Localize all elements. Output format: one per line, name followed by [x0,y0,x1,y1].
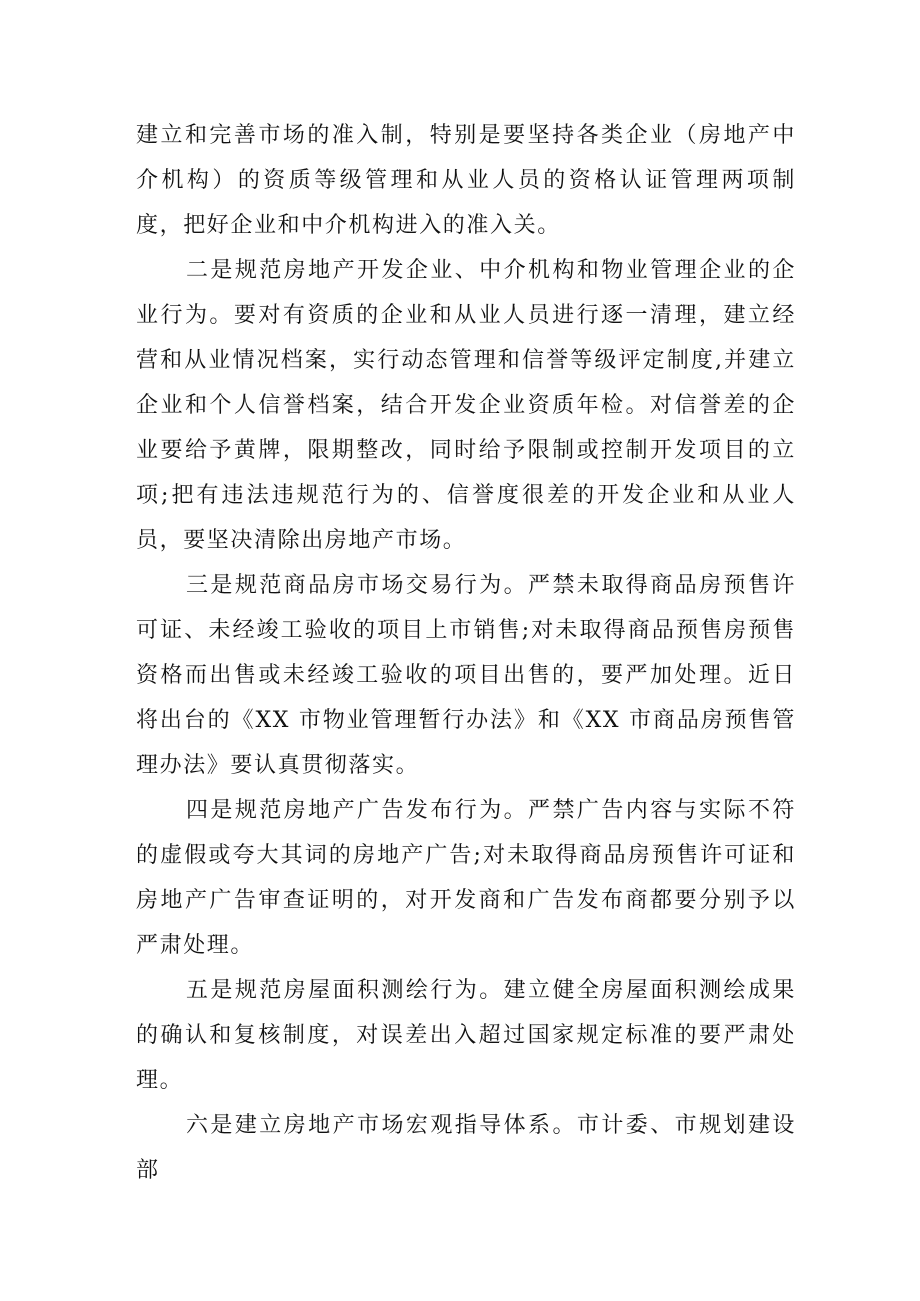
document-body [136,113,796,1193]
paragraph-item-3: 三是规范商品房市场交易行为。严禁未取得商品房预售许可证、未经竣工验收的项目上市销售;对未取得商品预售房预售资格而出售或未经竣工验收的项目出售的，要严加处理。近日将出台的《XX 市物业管理暂行办法》和《XX 市商品房预售管理办法》要认真贯彻落实。 [136,573,796,778]
paragraph-item-6: 六是建立房地产市场宏观指导体系。市计委、市规划建设部 [136,1113,796,1183]
paragraph-item-2: 二是规范房地产开发企业、中介机构和物业管理企业的企业行为。要对有资质的企业和从业人员进行逐一清理，建立经营和从业情况档案，实行动态管理和信誉等级评定制度,并建立企业和个人信誉档案，结合开发企业资质年检。对信誉差的企业要给予黄牌，限期整改，同时给予限制或控制开发项目的立项;把有违法违规范行为的、信誉度很差的开发企业和从业人员，要坚决清除出房地产市场。 [136,258,796,553]
paragraph-item-4: 四是规范房地产广告发布行为。严禁广告内容与实际不符的虚假或夸大其词的房地产广告;对未取得商品房预售许可证和房地产广告审查证明的，对开发商和广告发布商都要分别予以严肃处理。 [136,798,796,958]
paragraph-continuation: 建立和完善市场的准入制，特别是要坚持各类企业（房地产中介机构）的资质等级管理和从业人员的资格认证管理两项制度，把好企业和中介机构进入的准入关。 [136,123,796,238]
paragraph-item-5: 五是规范房屋面积测绘行为。建立健全房屋面积测绘成果的确认和复核制度，对误差出入超过国家规定标准的要严肃处理。 [136,978,796,1093]
